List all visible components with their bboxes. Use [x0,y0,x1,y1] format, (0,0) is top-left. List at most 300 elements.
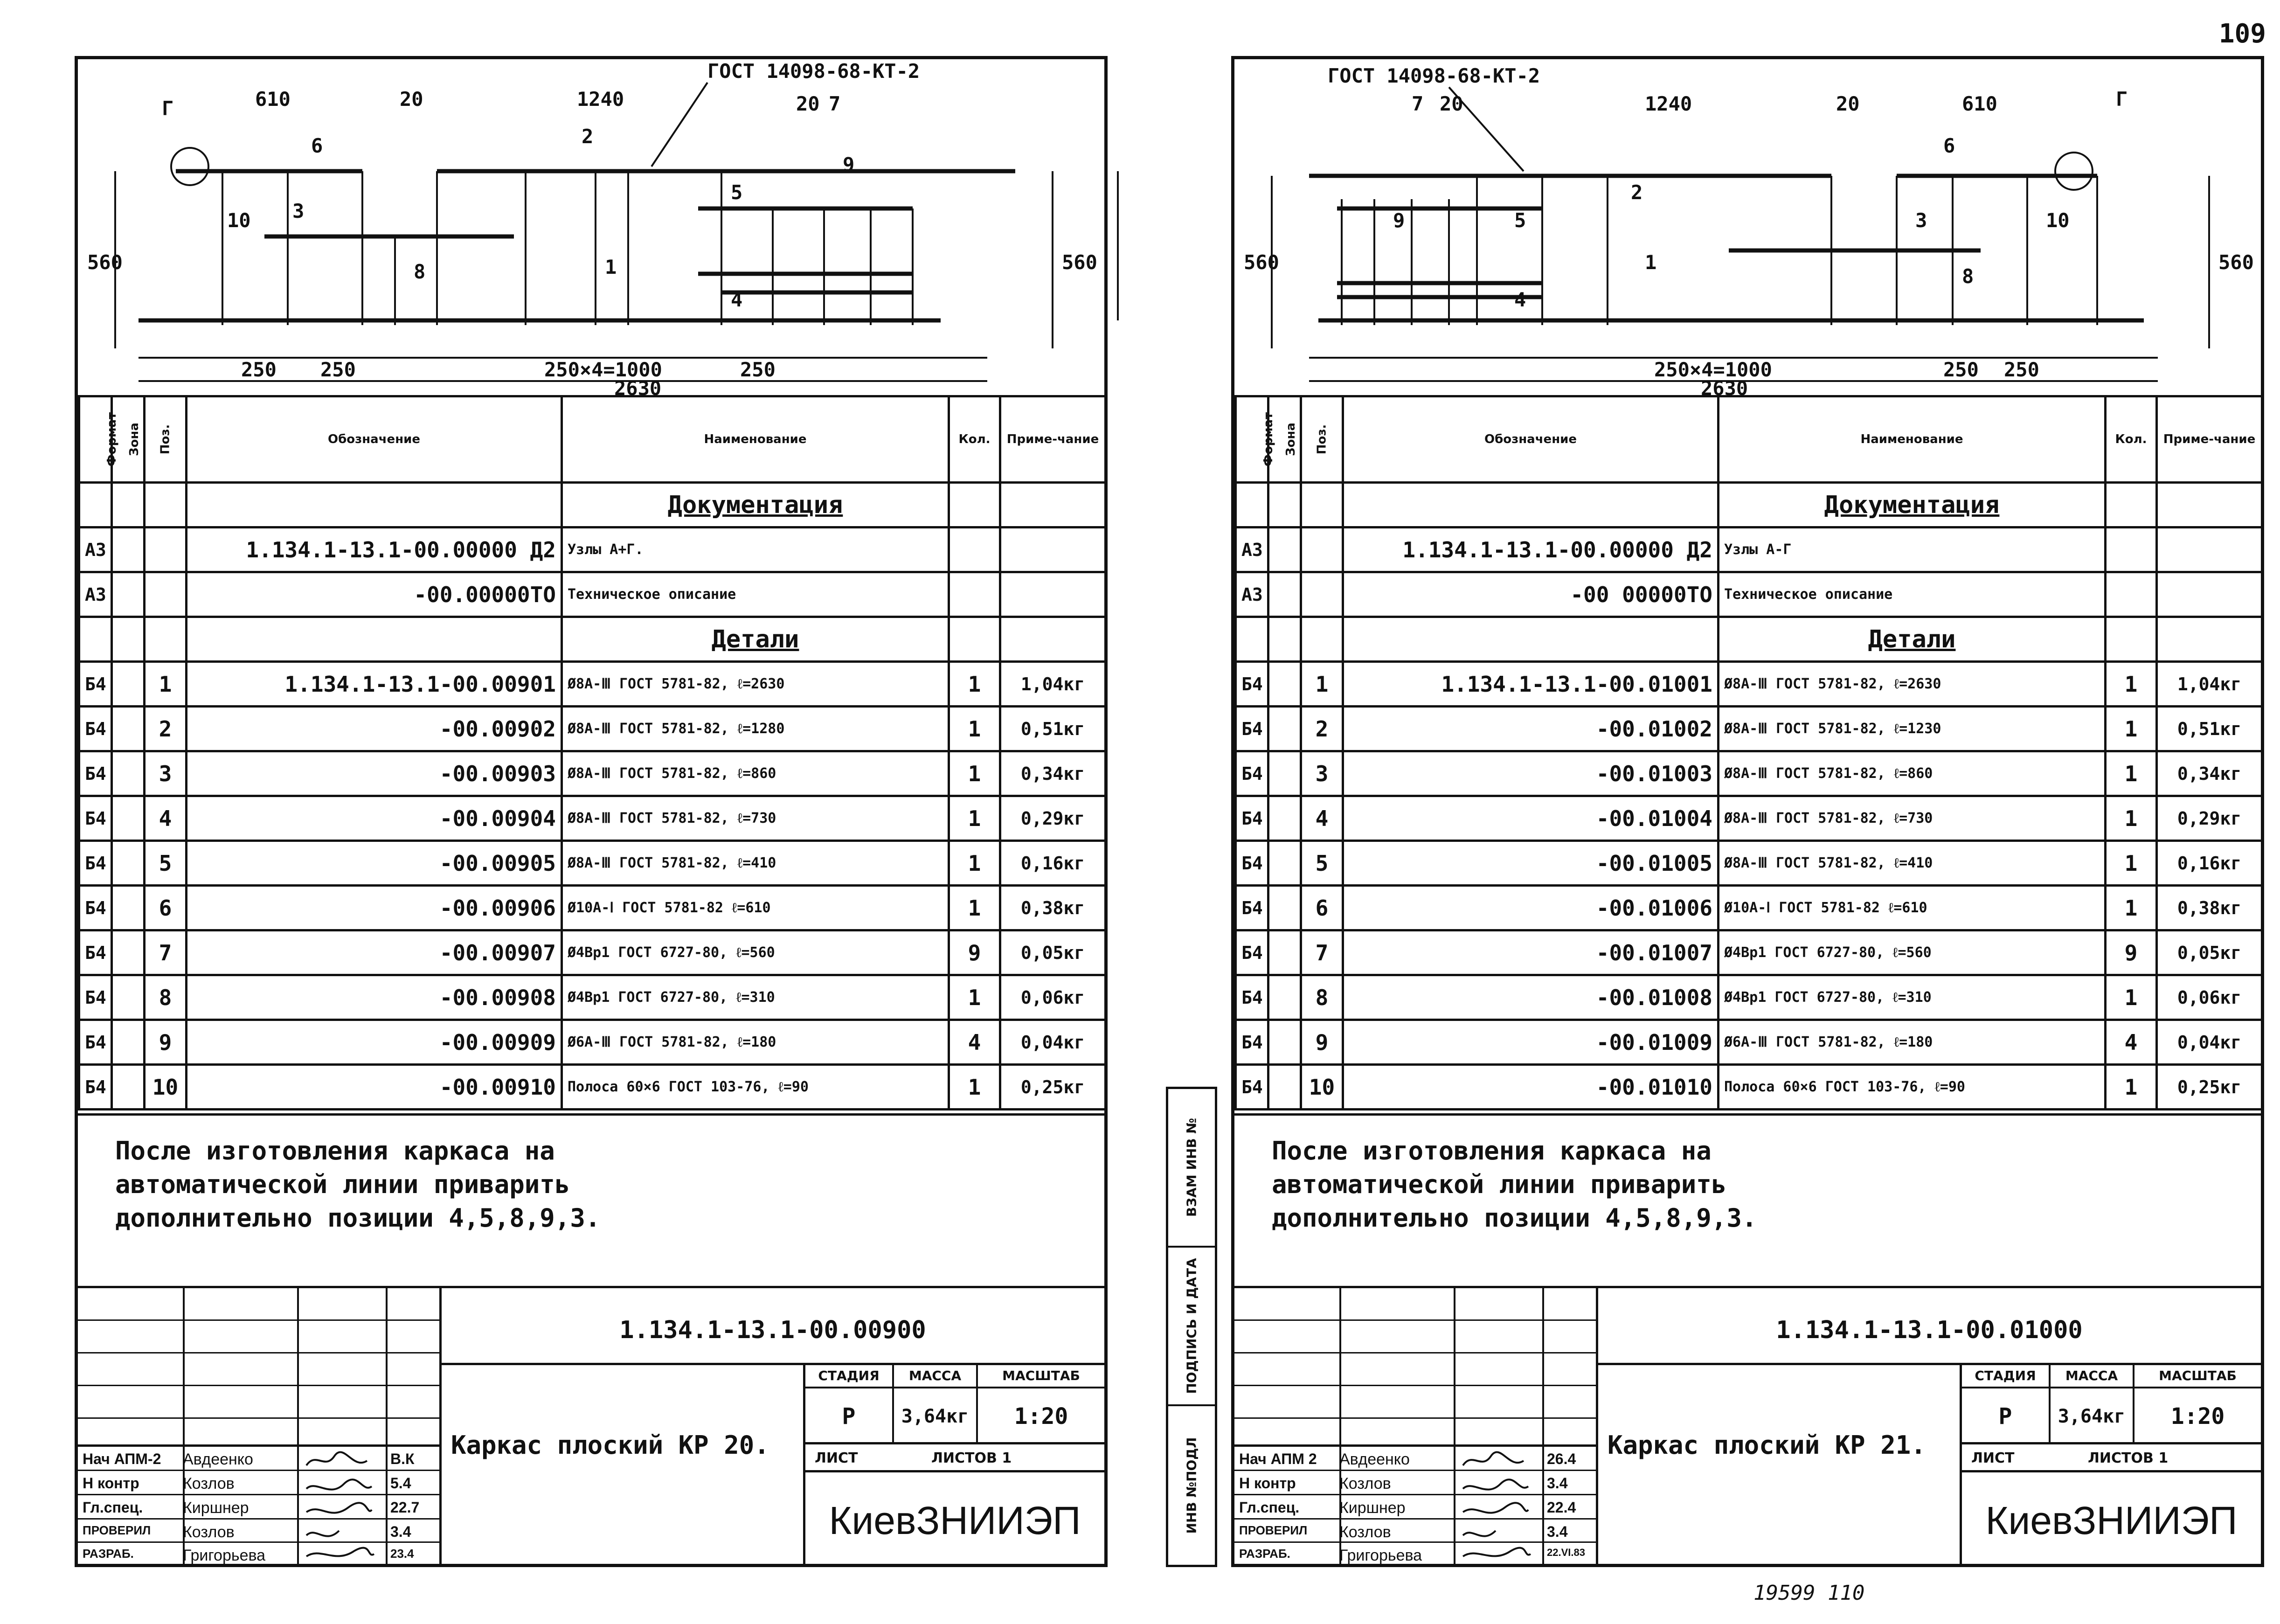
cell-note: 1,04кг [2157,662,2262,707]
cell-des: -00.01002 [1343,707,1719,751]
cell-qty: 1 [949,975,1000,1020]
col-designation: Обозначение [187,396,562,483]
mass-header: МАССА [2051,1365,2134,1388]
cell-fmt: Б4 [1236,707,1268,751]
cell-pos: 3 [145,751,187,796]
cell-note: 0,51кг [2157,707,2262,751]
cell-des [1343,483,1719,527]
cell-fmt: Б4 [79,886,112,930]
grid-row [78,1288,442,1321]
detail-g-circle [2055,153,2093,190]
cell-name: Детали [562,617,949,662]
section-row [79,483,1106,527]
signer-role: Нач АПМ-2 [83,1450,161,1467]
signer-role: Н контр [1239,1475,1296,1492]
dim-610: 610 [255,88,291,111]
signer-row [1234,1520,1598,1543]
section-row [1236,483,2262,527]
signer-role: Гл.спец. [1239,1499,1300,1516]
cell-qty: 1 [2106,1065,2157,1110]
cell-fmt: Б4 [1236,1020,1268,1065]
table-row [79,1020,1106,1065]
note-line: дополнительно позиции 4,5,8,9,3. [1272,1203,1757,1233]
cell-name: Техническое описание [1719,572,2106,617]
grid-row [78,1321,442,1353]
drawing-title: Каркас плоский КР 20. [451,1430,769,1460]
cell-zone [1268,796,1301,841]
sheet-label: ЛИСТ [815,1450,858,1466]
cell-fmt: Б4 [79,662,112,707]
table-row [1236,572,2262,617]
cell-fmt: Б4 [1236,841,1268,886]
cell-name: Ø8А-Ⅲ ГОСТ 5781-82, ℓ=410 [562,841,949,886]
cell-pos: 2 [1301,707,1343,751]
cell-name: Ø8А-Ⅲ ГОСТ 5781-82, ℓ=1280 [562,707,949,751]
cell-pos [1301,483,1343,527]
cell-pos [145,483,187,527]
cell-note: 0,29кг [2157,796,2262,841]
mark-6: 6 [1943,134,1955,157]
organization: КиевЗНИИЭП [1985,1499,2238,1542]
stage-block [1962,1363,2261,1566]
cell-des: -00.00908 [187,975,562,1020]
mark-2: 2 [582,125,594,148]
side-label: ПОДПИСЬ И ДАТА [1184,1258,1199,1394]
grid-row [1234,1321,1598,1353]
table-row [79,527,1106,572]
cell-name: Документация [562,483,949,527]
table-header-row [1236,396,2262,483]
cell-pos [1301,572,1343,617]
table-row [1236,975,2262,1020]
col-note: Приме-чание [1000,396,1106,483]
fabrication-note [1234,1113,2261,1286]
signer-role: РАЗРАБ. [83,1547,134,1561]
signer-date: В.К [390,1450,415,1467]
cell-pos: 7 [145,930,187,975]
cell-fmt: А3 [79,572,112,617]
side-label: ВЗАМ ИНВ № [1184,1117,1199,1217]
cell-zone [112,751,145,796]
cell-zone [1268,975,1301,1020]
cell-pos [145,527,187,572]
mass-value: 3,64кг [894,1388,978,1444]
dim-1240: 1240 [577,88,624,111]
signer-name: Григорьева [183,1547,266,1564]
table-row [79,707,1106,751]
cell-fmt [1236,617,1268,662]
cell-pos: 6 [145,886,187,930]
cell-des [187,617,562,662]
cell-fmt: Б4 [79,707,112,751]
stage-value: Р [1962,1388,2051,1444]
grid-row [1234,1419,1598,1447]
cell-zone [112,841,145,886]
mark-4: 4 [731,288,743,311]
signer-row [1234,1495,1598,1520]
mark-10: 10 [2046,209,2070,232]
cell-des: -00.00907 [187,930,562,975]
cell-fmt: Б4 [79,975,112,1020]
cell-des: -00.01004 [1343,796,1719,841]
table-row [1236,1020,2262,1065]
signer-role: РАЗРАБ. [1239,1547,1290,1561]
signer-row [78,1495,442,1520]
cell-note: 0,34кг [1000,751,1106,796]
cell-fmt: Б4 [79,751,112,796]
cell-name: Ø10А-Ⅰ ГОСТ 5781-82 ℓ=610 [562,886,949,930]
scale-header: МАСШТАБ [2134,1365,2261,1388]
cell-pos: 6 [1301,886,1343,930]
mark-10: 10 [227,209,251,232]
table-row [1236,930,2262,975]
cell-qty [949,527,1000,572]
table-row [1236,751,2262,796]
grid-row [1234,1386,1598,1419]
cell-des: 1.134.1-13.1-00.01001 [1343,662,1719,707]
cell-name: Ø8А-Ⅲ ГОСТ 5781-82, ℓ=1230 [1719,707,2106,751]
stage-header: СТАДИЯ [805,1365,894,1388]
cell-note [2157,617,2262,662]
side-cell-signature [1168,1248,1215,1406]
title-block [1234,1286,2261,1564]
scale-value: 1:20 [2134,1388,2261,1444]
cell-name: Полоса 60×6 ГОСТ 103-76, ℓ=90 [1719,1065,2106,1110]
cell-pos: 8 [1301,975,1343,1020]
table-row [79,751,1106,796]
cell-name: Ø4Вр1 ГОСТ 6727-80, ℓ=560 [562,930,949,975]
signer-role: Гл.спец. [83,1499,143,1516]
cell-name: Ø4Вр1 ГОСТ 6727-80, ℓ=310 [1719,975,2106,1020]
cell-zone [112,796,145,841]
mass-value: 3,64кг [2051,1388,2134,1444]
dim-b-250b: 250 [2004,358,2039,381]
cell-qty: 1 [2106,662,2157,707]
grid-row [78,1353,442,1386]
table-row [79,662,1106,707]
note-line: дополнительно позиции 4,5,8,9,3. [115,1203,601,1233]
specification-table [78,395,1107,1110]
dim-7: 7 [829,92,841,115]
page-number: 109 [2218,19,2266,49]
cell-pos: 9 [145,1020,187,1065]
signer-date: 3.4 [1547,1523,1568,1540]
cell-fmt: Б4 [1236,930,1268,975]
cell-pos: 1 [145,662,187,707]
cell-des: -00.01008 [1343,975,1719,1020]
cell-des: -00.01010 [1343,1065,1719,1110]
table-row [79,930,1106,975]
signer-row [1234,1447,1598,1471]
title-block [78,1286,1104,1564]
cell-des: 1.134.1-13.1-00.00000 Д2 [1343,527,1719,572]
dim-r-560: 560 [1062,251,1097,274]
cell-qty [949,572,1000,617]
cell-fmt: Б4 [79,796,112,841]
cell-pos [145,572,187,617]
cell-note: 0,34кг [2157,751,2262,796]
cell-des: -00.01007 [1343,930,1719,975]
table-row [1236,841,2262,886]
table-row [79,886,1106,930]
cell-note: 0,05кг [1000,930,1106,975]
col-zone: Зона [112,396,145,483]
sheet-row [805,1444,1104,1472]
cell-des: -00.00905 [187,841,562,886]
mark-1: 1 [605,256,617,278]
cell-pos: 10 [145,1065,187,1110]
dim-total-2630: 2630 [614,377,662,400]
cell-name: Ø8А-Ⅲ ГОСТ 5781-82, ℓ=730 [562,796,949,841]
cell-note: 1,04кг [1000,662,1106,707]
cell-pos: 4 [145,796,187,841]
mark-g: Г [2116,88,2128,111]
cell-pos [1301,617,1343,662]
stage-block [805,1363,1104,1566]
cell-note [1000,617,1106,662]
cell-qty: 1 [2106,886,2157,930]
gost-callout: ГОСТ 14098-68-КТ-2 [707,60,920,83]
signer-role: ПРОВЕРИЛ [83,1523,151,1537]
scale-value: 1:20 [978,1388,1104,1444]
cell-des: -00.00910 [187,1065,562,1110]
stage-value: Р [805,1388,894,1444]
cell-name: Детали [1719,617,2106,662]
col-zone: Зона [1268,396,1301,483]
cell-zone [1268,617,1301,662]
mark-5: 5 [1514,209,1526,232]
cell-note: 0,05кг [2157,930,2262,975]
cell-note [2157,572,2262,617]
side-cell-inventory [1168,1406,1215,1565]
cell-fmt: Б4 [1236,796,1268,841]
dim-7: 7 [1412,92,1424,115]
cell-zone [112,572,145,617]
signer-name: Козлов [183,1523,235,1541]
cell-note: 0,29кг [1000,796,1106,841]
signer-name: Киршнер [1339,1499,1406,1517]
mark-1: 1 [1645,251,1657,274]
cell-des: -00.01006 [1343,886,1719,930]
col-name: Наименование [1719,396,2106,483]
cell-des: -00.01003 [1343,751,1719,796]
cell-fmt [79,483,112,527]
side-label: ИНВ №ПОДЛ [1184,1437,1199,1534]
cell-zone [112,617,145,662]
cell-name: Ø4Вр1 ГОСТ 6727-80, ℓ=560 [1719,930,2106,975]
cell-note [1000,572,1106,617]
cell-pos: 2 [145,707,187,751]
cell-des: -00.00903 [187,751,562,796]
signer-name: Козлов [1339,1523,1391,1541]
cell-name: Узлы А-Г [1719,527,2106,572]
grid-row [78,1386,442,1419]
col-format: Формат [1236,396,1268,483]
cell-qty [949,617,1000,662]
cell-name: Ø8А-Ⅲ ГОСТ 5781-82, ℓ=2630 [562,662,949,707]
dim-b-250: 250 [241,358,277,381]
cell-name: Ø6А-Ⅲ ГОСТ 5781-82, ℓ=180 [1719,1020,2106,1065]
cell-pos: 5 [1301,841,1343,886]
signer-role: ПРОВЕРИЛ [1239,1523,1308,1537]
cell-zone [1268,930,1301,975]
section-row [1236,617,2262,662]
dim-l-560: 560 [1244,251,1279,274]
signer-name: Авдеенко [1339,1450,1410,1468]
cell-name: Полоса 60×6 ГОСТ 103-76, ℓ=90 [562,1065,949,1110]
dim-total-2630: 2630 [1701,377,1748,400]
cell-fmt: Б4 [1236,975,1268,1020]
fabrication-note [78,1113,1104,1286]
mark-9: 9 [843,153,855,176]
cell-des: -00.00902 [187,707,562,751]
mark-8: 8 [414,260,426,283]
signer-row [1234,1471,1598,1495]
cell-zone [112,930,145,975]
dim-610: 610 [1962,92,1997,115]
cell-qty [2106,572,2157,617]
gost-leader [651,83,707,167]
cell-des [1343,617,1719,662]
document-code: 1.134.1-13.1-00.01000 [1776,1316,2083,1344]
cell-qty: 1 [949,751,1000,796]
cell-fmt: Б4 [79,1020,112,1065]
cell-zone [1268,886,1301,930]
cell-fmt: А3 [1236,572,1268,617]
table-row [1236,662,2262,707]
cell-fmt: Б4 [79,841,112,886]
cell-zone [112,527,145,572]
cell-des: -00.00000ТО [187,572,562,617]
col-note: Приме-чание [2157,396,2262,483]
cell-qty: 1 [949,796,1000,841]
cell-des: -00.01005 [1343,841,1719,886]
grid-row [78,1419,442,1447]
cell-qty: 1 [949,1065,1000,1110]
signer-row [78,1471,442,1495]
cell-note [1000,483,1106,527]
sheets-count-label: ЛИСТОВ 1 [931,1450,1012,1466]
spec-body-right [1236,483,2262,1110]
handwritten-signatures [1458,1451,1533,1563]
cell-qty: 1 [949,886,1000,930]
cell-name: Ø10А-Ⅰ ГОСТ 5781-82 ℓ=610 [1719,886,2106,930]
cell-name: Ø8А-Ⅲ ГОСТ 5781-82, ℓ=2630 [1719,662,2106,707]
cell-zone [1268,662,1301,707]
cell-fmt [1236,483,1268,527]
signer-name: Авдеенко [183,1450,253,1468]
organization: КиевЗНИИЭП [829,1499,1081,1542]
cell-pos: 7 [1301,930,1343,975]
table-row [79,796,1106,841]
cell-qty [2106,617,2157,662]
cell-des: -00.00909 [187,1020,562,1065]
col-designation: Обозначение [1343,396,1719,483]
cell-zone [112,662,145,707]
signer-date: 22.4 [1547,1499,1576,1516]
scale-header: МАСШТАБ [978,1365,1104,1388]
spec-body-left [79,483,1106,1110]
signer-date: 26.4 [1547,1450,1576,1467]
signature-grid [1234,1288,1598,1566]
cell-zone [1268,1065,1301,1110]
cell-name: Ø8А-Ⅲ ГОСТ 5781-82, ℓ=860 [562,751,949,796]
mark-g: Г [162,97,174,120]
cell-name: Узлы А+Г. [562,527,949,572]
mark-2: 2 [1631,181,1643,204]
bottom-handwritten-number: 19599 110 [1753,1581,1865,1605]
dim-20: 20 [1440,92,1463,115]
frame-drawing-svg [1234,59,2261,400]
cell-zone [112,975,145,1020]
cell-note: 0,16кг [1000,841,1106,886]
cell-qty: 4 [2106,1020,2157,1065]
table-row [1236,1065,2262,1110]
signer-row [78,1447,442,1471]
cell-zone [1268,527,1301,572]
cell-pos: 8 [145,975,187,1020]
cell-note: 0,04кг [2157,1020,2262,1065]
note-line: После изготовления каркаса на [1272,1136,1712,1166]
signer-date: 22.7 [390,1499,420,1516]
table-row [79,1065,1106,1110]
mark-5: 5 [731,181,743,204]
signer-date: 23.4 [390,1547,414,1561]
signature-grid [78,1288,442,1566]
mark-8: 8 [1962,265,1974,288]
dim-b-250b: 250 [320,358,356,381]
cell-qty [949,483,1000,527]
cell-qty: 1 [2106,707,2157,751]
cell-pos [1301,527,1343,572]
cell-des [187,483,562,527]
cell-note: 0,51кг [1000,707,1106,751]
stage-header: СТАДИЯ [1962,1365,2051,1388]
cell-name: Документация [1719,483,2106,527]
cell-pos [145,617,187,662]
cell-fmt [79,617,112,662]
cell-fmt: Б4 [1236,662,1268,707]
approval-side-strip [1166,1087,1217,1567]
table-row [79,975,1106,1020]
drawing-title-cell [442,1363,805,1566]
document-code: 1.134.1-13.1-00.00900 [619,1316,926,1344]
drawing-title-cell [1598,1363,1962,1566]
detail-g-circle [171,148,208,185]
cell-note: 0,38кг [1000,886,1106,930]
mark-6: 6 [311,134,323,157]
cell-note: 0,04кг [1000,1020,1106,1065]
cell-qty: 4 [949,1020,1000,1065]
table-row [79,572,1106,617]
cell-qty: 1 [2106,841,2157,886]
cell-des: -00.01009 [1343,1020,1719,1065]
cell-note [1000,527,1106,572]
cell-fmt: Б4 [1236,751,1268,796]
signer-name: Григорьева [1339,1547,1422,1564]
sheets-count-label: ЛИСТОВ 1 [2088,1450,2169,1466]
cell-name: Техническое описание [562,572,949,617]
cell-pos: 4 [1301,796,1343,841]
note-line: автоматической линии приварить [1272,1170,1727,1199]
dim-b-250c: 250 [740,358,776,381]
col-format: Формат [79,396,112,483]
cell-pos: 10 [1301,1065,1343,1110]
cell-name: Ø8А-Ⅲ ГОСТ 5781-82, ℓ=730 [1719,796,2106,841]
dim-20: 20 [400,88,423,111]
signer-date: 3.4 [390,1523,411,1540]
signer-role: Н контр [83,1475,139,1492]
